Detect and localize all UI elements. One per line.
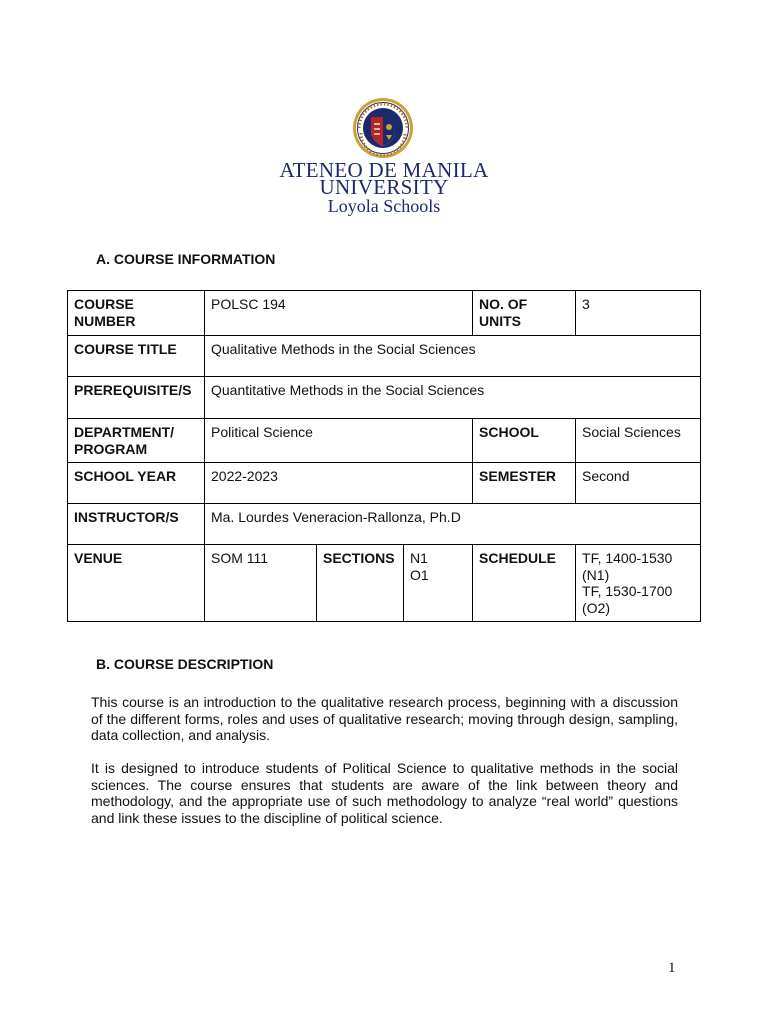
school-year-value: 2022-2023 [205,463,473,504]
university-seal [352,97,414,159]
instructor-value: Ma. Lourdes Veneracion-Rallonza, Ph.D [205,504,701,545]
course-title-value: Qualitative Methods in the Social Sciences [205,336,701,377]
schedule-value: TF, 1400-1530 (N1) TF, 1530-1700 (O2) [576,545,701,622]
units-label: NO. OF UNITS [473,291,576,336]
table-row [68,504,701,545]
school-label: SCHOOL [473,419,576,463]
section-a-heading: A. COURSE INFORMATION [96,251,276,267]
instructor-label: INSTRUCTOR/S [68,504,205,545]
sections-label: SECTIONS [317,545,404,622]
table-row [68,545,701,622]
semester-label: SEMESTER [473,463,576,504]
table-row [68,377,701,419]
course-description-paragraph-2: It is designed to introduce students of Political Science to qualitative methods in the social sciences. The course ensures that students are aware of the link between theory and methodology, and the appropriate use of such methodology to analyze “real world” questions and link these issues to the discipline of political science. [91,760,678,826]
school-name: Loyola Schools [327,196,441,216]
section-b-heading: B. COURSE DESCRIPTION [96,656,274,672]
school-value: Social Sciences [576,419,701,463]
course-number-value: POLSC 194 [205,291,473,336]
department-label: DEPARTMENT/ PROGRAM [68,419,205,463]
schedule-label: SCHEDULE [473,545,576,622]
table-row [68,419,701,463]
course-title-label: COURSE TITLE [68,336,205,377]
prerequisite-label: PREREQUISITE/S [68,377,205,419]
course-information-table [67,290,701,622]
prerequisite-value: Quantitative Methods in the Social Sciences [205,377,701,419]
venue-value: SOM 111 [205,545,317,622]
units-value: 3 [576,291,701,336]
page-number: 1 [668,960,676,976]
semester-value: Second [576,463,701,504]
department-value: Political Science [205,419,473,463]
course-number-label: COURSE NUMBER [68,291,205,336]
table-row [68,336,701,377]
school-year-label: SCHOOL YEAR [68,463,205,504]
venue-label: VENUE [68,545,205,622]
sections-value: N1 O1 [404,545,473,622]
table-row [68,463,701,504]
course-description-paragraph-1: This course is an introduction to the qualitative research process, beginning with a discussion of the different forms, roles and uses of qualitative research; moving through design, sampling, data collection, and analysis. [91,694,678,743]
table-row [68,291,701,336]
university-name-line1: ATENEO DE MANILA [279,158,489,182]
university-name-line2: UNIVERSITY [319,175,449,199]
